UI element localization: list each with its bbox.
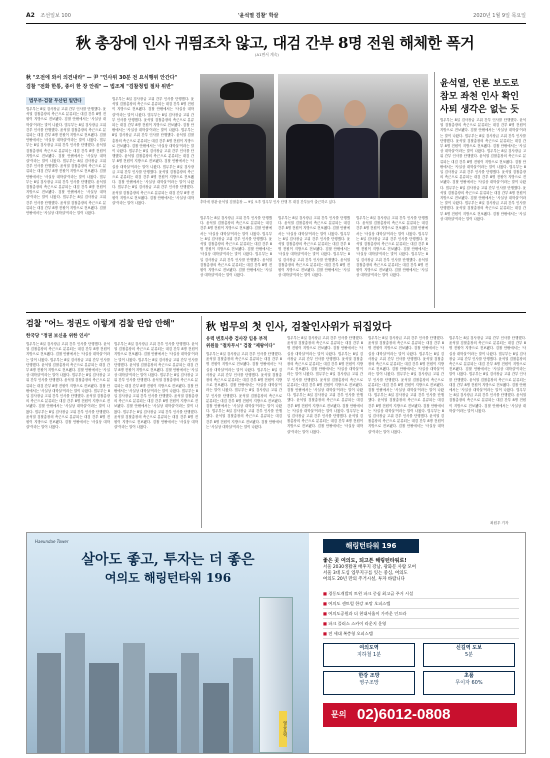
ad-feature-item: ■ 파크 플러스 스카이 라운지 운영 bbox=[323, 619, 519, 629]
phone-number: 02)6012-0808 bbox=[357, 706, 451, 723]
page-number: A2 bbox=[26, 12, 35, 19]
ad-slogan-1: 살아도 좋고, 투자는 더 좋은 bbox=[81, 552, 255, 568]
building-icon bbox=[65, 633, 85, 753]
person-body-icon bbox=[380, 130, 422, 198]
bullet-icon: ■ bbox=[323, 621, 329, 626]
paper-name: 조선일보 100 bbox=[40, 13, 71, 19]
person-head-icon bbox=[388, 104, 408, 128]
ad-feature-list bbox=[323, 589, 519, 639]
ad-intro: 좋은 곳 여의도, 되고픈 해링턴타워로! bbox=[323, 558, 407, 564]
ad-block bbox=[26, 532, 526, 754]
ad-feature-item: ■ 여의도공원과 더 현대서울이 가까운 인프라 bbox=[323, 609, 519, 619]
ad-badge: 여의도역 지하철 1분 bbox=[323, 643, 415, 667]
ad-badge: 한강 조망 영구조망 bbox=[323, 671, 415, 695]
building-icon bbox=[233, 658, 253, 753]
center-kicker-1: 유력 변호사층 검사장 임용 부적 bbox=[206, 337, 268, 342]
phone-label: 문의 bbox=[331, 710, 347, 719]
center-kicker-2: 위원들 "절차무시" 검찰 "제왕이다" bbox=[206, 344, 275, 349]
ad-phone-bar bbox=[323, 703, 517, 727]
left-headline: 검찰 "어느 정권도 이렇게 검찰 탄압 안해" bbox=[26, 318, 175, 328]
person-hair-icon bbox=[220, 82, 254, 100]
person-head-icon bbox=[344, 100, 366, 126]
ad-feature-item: ■ 전 세대 복층형 오피스텔 bbox=[323, 629, 519, 639]
ad-text-line: 서울 3대 도심 업무지구를 잇는 중심, 여의도 bbox=[323, 571, 408, 576]
left-kicker: 한국당 "정권 보신을 위한 인사" bbox=[26, 334, 91, 339]
ad-brand-box bbox=[323, 539, 419, 553]
center-body-col2: 법무부는 8일 검사장급 고위 간부 인사를 단행했다. 윤석열 검찰총장의 측근으로 분류되는 대검 간부 8명 전원이 지방으로 전보됐다. 검찰 안팎에서는 '사실상 대학살'이라는 말이 나왔다. 법무부는 8일 검사장급 고위 간부 인사를 단행했다. 윤석열 검찰총장의 측근으로 분류되는 대검 간부 8명 전원이 지방으로 전보됐다. 검찰 안팎에서는 '사실상 대학살'이라는 말이 나왔다. 법무부는 8일 검사장급 고위 간부 인사를 단행했다. 윤석열 검찰총장의 측근으로 분류되는 대검 간부 8명 전원이 지방으로 전보됐다. 검찰 안팎에서는 '사실상 대학살'이라는 말이 나왔다. bbox=[278, 216, 350, 278]
building-icon bbox=[37, 653, 61, 753]
page-header bbox=[26, 12, 526, 21]
header-rule bbox=[26, 23, 526, 24]
ad-skyline bbox=[27, 533, 309, 753]
left-story-col1: 법무부는 8일 검사장급 고위 간부 인사를 단행했다. 윤석열 검찰총장의 측근으로 분류되는 대검 간부 8명 전원이 지방으로 전보됐다. 검찰 안팎에서는 '사실상 대학살'이라는 말이 나왔다. 법무부는 8일 검사장급 고위 간부 인사를 단행했다. 윤석열 검찰총장의 측근으로 분류되는 대검 간부 8명 전원이 지방으로 전보됐다. 검찰 안팎에서는 '사실상 대학살'이라는 말이 나왔다. 법무부는 8일 검사장급 고위 간부 인사를 단행했다. 윤석열 검찰총장의 측근으로 분류되는 대검 간부 8명 전원이 지방으로 전보됐다. 검찰 안팎에서는 '사실상 대학살'이라는 말이 나왔다. 법무부는 8일 검사장급 고위 간부 인사를 단행했다. 윤석열 검찰총장의 측근으로 분류되는 대검 간부 8명 전원이 지방으로 전보됐다. 검찰 안팎에서는 '사실상 대학살'이라는 말이 나왔다. 법무부는 8일 검사장급 고위 간부 인사를 단행했다. 윤석열 검찰총장의 측근으로 분류되는 대검 간부 8명 전원이 지방으로 전보됐다. 검찰 안팎에서는 '사실상 대학살'이라는 말이 나왔다. bbox=[26, 342, 110, 430]
issue-date: 2020년 1월 9일 목요일 bbox=[473, 13, 526, 19]
center-headline: 秋 법무의 첫 인사, 검찰인사위가 뒤집었다 bbox=[206, 322, 392, 333]
ad-small-label: Haeundae Tower bbox=[35, 539, 69, 544]
ad-text-line: 여의도 20년 만의 주거시설, 투자 바랍니다 bbox=[323, 577, 405, 582]
building-icon bbox=[203, 683, 229, 753]
center-story-col1: 법무부는 8일 검사장급 고위 간부 인사를 단행했다. 윤석열 검찰총장의 측근으로 분류되는 대검 간부 8명 전원이 지방으로 전보됐다. 검찰 안팎에서는 '사실상 대학살'이라는 말이 나왔다. 법무부는 8일 검사장급 고위 간부 인사를 단행했다. 윤석열 검찰총장의 측근으로 분류되는 대검 간부 8명 전원이 지방으로 전보됐다. 검찰 안팎에서는 '사실상 대학살'이라는 말이 나왔다. 법무부는 8일 검사장급 고위 간부 인사를 단행했다. 윤석열 검찰총장의 측근으로 분류되는 대검 간부 8명 전원이 지방으로 전보됐다. 검찰 안팎에서는 '사실상 대학살'이라는 말이 나왔다. 법무부는 8일 검사장급 고위 간부 인사를 단행했다. 윤석열 검찰총장의 측근으로 분류되는 대검 간부 8명 전원이 지방으로 전보됐다. 검찰 안팎에서는 '사실상 대학살'이라는 말이 나왔다. bbox=[206, 352, 282, 429]
building-icon bbox=[89, 663, 119, 753]
left-body-col1: 법무부는 8일 검사장급 고위 간부 인사를 단행했다. 윤석열 검찰총장의 측근으로 분류되는 대검 간부 8명 전원이 지방으로 전보됐다. 검찰 안팎에서는 '사실상 대학살'이라는 말이 나왔다. 법무부는 8일 검사장급 고위 간부 인사를 단행했다. 윤석열 검찰총장의 측근으로 분류되는 대검 간부 8명 전원이 지방으로 전보됐다. 검찰 안팎에서는 '사실상 대학살'이라는 말이 나왔다. 법무부는 8일 검사장급 고위 간부 인사를 단행했다. 윤석열 검찰총장의 측근으로 분류되는 대검 간부 8명 전원이 지방으로 전보됐다. 검찰 안팎에서는 '사실상 대학살'이라는 말이 나왔다. 법무부는 8일 검사장급 고위 간부 인사를 단행했다. 윤석열 검찰총장의 측근으로 분류되는 대검 간부 8명 전원이 지방으로 전보됐다. 검찰 안팎에서는 '사실상 대학살'이라는 말이 나왔다. 법무부는 8일 검사장급 고위 간부 인사를 단행했다. 윤석열 검찰총장의 측근으로 분류되는 대검 간부 8명 전원이 지방으로 전보됐다. 검찰 안팎에서는 '사실상 대학살'이라는 말이 나왔다. 법무부는 8일 검사장급 고위 간부 인사를 단행했다. 윤석열 검찰총장의 측근으로 분류되는 대검 간부 8명 전원이 지방으로 전보됐다. 검찰 안팎에서는 '사실상 대학살'이라는 말이 나왔다. bbox=[26, 107, 106, 216]
photo-minister bbox=[200, 74, 274, 198]
main-headline: 秋 총장에 인사 귀띔조차 않고, 대검 간부 8명 전원 해체한 폭거 bbox=[75, 34, 475, 52]
bullet-icon: ■ bbox=[323, 631, 329, 636]
side-title-2: 참모 좌천 인사 확인 bbox=[440, 92, 519, 102]
box-title: 법무부·검찰 무산된 일만다 bbox=[26, 97, 85, 105]
ad-text-lines bbox=[323, 565, 519, 583]
sidebar-divider bbox=[434, 72, 435, 308]
photo-caption: 추미애 장관·윤석열 검찰총장 — 9일 오후 법무부 인사 단행 후 대검 간부들이 출근하고 있다. bbox=[200, 200, 337, 204]
bullet-icon: ■ bbox=[323, 601, 329, 606]
person-head-icon bbox=[298, 94, 322, 122]
section-title: '윤석열 검찰' 학살 bbox=[238, 13, 279, 19]
ad-feature-item: ■ 경동도개발의 트윈 파크 중심 최고급 주거 시설 bbox=[323, 589, 519, 599]
mid-rule bbox=[26, 312, 526, 313]
photo-prosecutors bbox=[278, 74, 428, 198]
bullet-icon: ■ bbox=[323, 611, 329, 616]
ad-slogan-2: 여의도 해링턴타워 196 bbox=[104, 571, 232, 585]
person-body-icon bbox=[208, 124, 266, 198]
building-icon bbox=[123, 643, 145, 753]
center-body-col1: 법무부는 8일 검사장급 고위 간부 인사를 단행했다. 윤석열 검찰총장의 측근으로 분류되는 대검 간부 8명 전원이 지방으로 전보됐다. 검찰 안팎에서는 '사실상 대학살'이라는 말이 나왔다. 법무부는 8일 검사장급 고위 간부 인사를 단행했다. 윤석열 검찰총장의 측근으로 분류되는 대검 간부 8명 전원이 지방으로 전보됐다. 검찰 안팎에서는 '사실상 대학살'이라는 말이 나왔다. 법무부는 8일 검사장급 고위 간부 인사를 단행했다. 윤석열 검찰총장의 측근으로 분류되는 대검 간부 8명 전원이 지방으로 전보됐다. 검찰 안팎에서는 '사실상 대학살'이라는 말이 나왔다. bbox=[200, 216, 272, 278]
building-icon bbox=[181, 653, 199, 753]
kicker-left: 秋 "오전에 와서 의견내라" — 尹 "인사위 30분 전 요식행위 안간다" bbox=[26, 75, 178, 81]
ad-badge: 초품 무이자 60% bbox=[423, 671, 515, 695]
side-title-1: 윤석열, 언론 보도로 bbox=[440, 79, 519, 89]
kicker-left-2: 검찰 "전화 한통, 종이 한 장 안줘" — 법조계 "검찰청법 절차 위반" bbox=[26, 84, 174, 90]
story-divider bbox=[201, 316, 202, 528]
ad-text-line: 서울 2030생활권 배후지 강남, 광화문 사람 모여 bbox=[323, 565, 417, 570]
ad-feature-item: ■ 여의도 센트럴 한강 조망 오피스텔 bbox=[323, 599, 519, 609]
person-body-icon bbox=[334, 128, 378, 198]
left-story-col2: 법무부는 8일 검사장급 고위 간부 인사를 단행했다. 윤석열 검찰총장의 측근으로 분류되는 대검 간부 8명 전원이 지방으로 전보됐다. 검찰 안팎에서는 '사실상 대학살'이라는 말이 나왔다. 법무부는 8일 검사장급 고위 간부 인사를 단행했다. 윤석열 검찰총장의 측근으로 분류되는 대검 간부 8명 전원이 지방으로 전보됐다. 검찰 안팎에서는 '사실상 대학살'이라는 말이 나왔다. 법무부는 8일 검사장급 고위 간부 인사를 단행했다. 윤석열 검찰총장의 측근으로 분류되는 대검 간부 8명 전원이 지방으로 전보됐다. 검찰 안팎에서는 '사실상 대학살'이라는 말이 나왔다. 법무부는 8일 검사장급 고위 간부 인사를 단행했다. 윤석열 검찰총장의 측근으로 분류되는 대검 간부 8명 전원이 지방으로 전보됐다. 검찰 안팎에서는 '사실상 대학살'이라는 말이 나왔다. 법무부는 8일 검사장급 고위 간부 인사를 단행했다. 윤석열 검찰총장의 측근으로 분류되는 대검 간부 8명 전원이 지방으로 전보됐다. 검찰 안팎에서는 '사실상 대학살'이라는 말이 나왔다. bbox=[114, 342, 198, 430]
center-story-col2: 법무부는 8일 검사장급 고위 간부 인사를 단행했다. 윤석열 검찰총장의 측근으로 분류되는 대검 간부 8명 전원이 지방으로 전보됐다. 검찰 안팎에서는 '사실상 대학살'이라는 말이 나왔다. 법무부는 8일 검사장급 고위 간부 인사를 단행했다. 윤석열 검찰총장의 측근으로 분류되는 대검 간부 8명 전원이 지방으로 전보됐다. 검찰 안팎에서는 '사실상 대학살'이라는 말이 나왔다. 법무부는 8일 검사장급 고위 간부 인사를 단행했다. 윤석열 검찰총장의 측근으로 분류되는 대검 간부 8명 전원이 지방으로 전보됐다. 검찰 안팎에서는 '사실상 대학살'이라는 말이 나왔다. 법무부는 8일 검사장급 고위 간부 인사를 단행했다. 윤석열 검찰총장의 측근으로 분류되는 대검 간부 8명 전원이 지방으로 전보됐다. 검찰 안팎에서는 '사실상 대학살'이라는 말이 나왔다. 법무부는 8일 검사장급 고위 간부 인사를 단행했다. 윤석열 검찰총장의 측근으로 분류되는 대검 간부 8명 전원이 지방으로 전보됐다. 검찰 안팎에서는 '사실상 대학살'이라는 말이 나왔다. bbox=[287, 336, 363, 434]
ad-info-panel bbox=[313, 533, 525, 753]
person-body-icon bbox=[286, 124, 334, 198]
headline-note: (A1면서 계속) bbox=[255, 52, 279, 57]
building-icon bbox=[149, 673, 177, 753]
center-story-col3: 법무부는 8일 검사장급 고위 간부 인사를 단행했다. 윤석열 검찰총장의 측근으로 분류되는 대검 간부 8명 전원이 지방으로 전보됐다. 검찰 안팎에서는 '사실상 대학살'이라는 말이 나왔다. 법무부는 8일 검사장급 고위 간부 인사를 단행했다. 윤석열 검찰총장의 측근으로 분류되는 대검 간부 8명 전원이 지방으로 전보됐다. 검찰 안팎에서는 '사실상 대학살'이라는 말이 나왔다. 법무부는 8일 검사장급 고위 간부 인사를 단행했다. 윤석열 검찰총장의 측근으로 분류되는 대검 간부 8명 전원이 지방으로 전보됐다. 검찰 안팎에서는 '사실상 대학살'이라는 말이 나왔다. 법무부는 8일 검사장급 고위 간부 인사를 단행했다. 윤석열 검찰총장의 측근으로 분류되는 대검 간부 8명 전원이 지방으로 전보됐다. 검찰 안팎에서는 '사실상 대학살'이라는 말이 나왔다. 법무부는 8일 검사장급 고위 간부 인사를 단행했다. 윤석열 검찰총장의 측근으로 분류되는 대검 간부 8명 전원이 지방으로 전보됐다. 검찰 안팎에서는 '사실상 대학살'이라는 말이 나왔다. bbox=[368, 336, 444, 434]
center-body-col3: 법무부는 8일 검사장급 고위 간부 인사를 단행했다. 윤석열 검찰총장의 측근으로 분류되는 대검 간부 8명 전원이 지방으로 전보됐다. 검찰 안팎에서는 '사실상 대학살'이라는 말이 나왔다. 법무부는 8일 검사장급 고위 간부 인사를 단행했다. 윤석열 검찰총장의 측근으로 분류되는 대검 간부 8명 전원이 지방으로 전보됐다. 검찰 안팎에서는 '사실상 대학살'이라는 말이 나왔다. 법무부는 8일 검사장급 고위 간부 인사를 단행했다. 윤석열 검찰총장의 측근으로 분류되는 대검 간부 8명 전원이 지방으로 전보됐다. 검찰 안팎에서는 '사실상 대학살'이라는 말이 나왔다. bbox=[356, 216, 428, 278]
ad-brand: 해링턴타워 196 bbox=[345, 542, 397, 550]
side-title-3: 사퇴 생각은 없는 듯 bbox=[440, 105, 519, 115]
ad-badge: 신길역 도보 5분 bbox=[423, 643, 515, 667]
side-body: 법무부는 8일 검사장급 고위 간부 인사를 단행했다. 윤석열 검찰총장의 측근으로 분류되는 대검 간부 8명 전원이 지방으로 전보됐다. 검찰 안팎에서는 '사실상 대학살'이라는 말이 나왔다. 법무부는 8일 검사장급 고위 간부 인사를 단행했다. 윤석열 검찰총장의 측근으로 분류되는 대검 간부 8명 전원이 지방으로 전보됐다. 검찰 안팎에서는 '사실상 대학살'이라는 말이 나왔다. 법무부는 8일 검사장급 고위 간부 인사를 단행했다. 윤석열 검찰총장의 측근으로 분류되는 대검 간부 8명 전원이 지방으로 전보됐다. 검찰 안팎에서는 '사실상 대학살'이라는 말이 나왔다. 법무부는 8일 검사장급 고위 간부 인사를 단행했다. 윤석열 검찰총장의 측근으로 분류되는 대검 간부 8명 전원이 지방으로 전보됐다. 검찰 안팎에서는 '사실상 대학살'이라는 말이 나왔다. 법무부는 8일 검사장급 고위 간부 인사를 단행했다. 윤석열 검찰총장의 측근으로 분류되는 대검 간부 8명 전원이 지방으로 전보됐다. 검찰 안팎에서는 '사실상 대학살'이라는 말이 나왔다. 법무부는 8일 검사장급 고위 간부 인사를 단행했다. 윤석열 검찰총장의 측근으로 분류되는 대검 간부 8명 전원이 지방으로 전보됐다. 검찰 안팎에서는 '사실상 대학살'이라는 말이 나왔다. bbox=[440, 118, 526, 221]
center-story-col4: 법무부는 8일 검사장급 고위 간부 인사를 단행했다. 윤석열 검찰총장의 측근으로 분류되는 대검 간부 8명 전원이 지방으로 전보됐다. 검찰 안팎에서는 '사실상 대학살'이라는 말이 나왔다. 법무부는 8일 검사장급 고위 간부 인사를 단행했다. 윤석열 검찰총장의 측근으로 분류되는 대검 간부 8명 전원이 지방으로 전보됐다. 검찰 안팎에서는 '사실상 대학살'이라는 말이 나왔다. 법무부는 8일 검사장급 고위 간부 인사를 단행했다. 윤석열 검찰총장의 측근으로 분류되는 대검 간부 8명 전원이 지방으로 전보됐다. 검찰 안팎에서는 '사실상 대학살'이라는 말이 나왔다. 법무부는 8일 검사장급 고위 간부 인사를 단행했다. 윤석열 검찰총장의 측근으로 분류되는 대검 간부 8명 전원이 지방으로 전보됐다. 검찰 안팎에서는 '사실상 대학살'이라는 말이 나왔다. bbox=[449, 336, 526, 413]
byline: 최원우 기자 bbox=[490, 521, 509, 525]
tower-sign: 영등포역 bbox=[279, 711, 287, 747]
left-body-col2: 법무부는 8일 검사장급 고위 간부 인사를 단행했다. 윤석열 검찰총장의 측근으로 분류되는 대검 간부 8명 전원이 지방으로 전보됐다. 검찰 안팎에서는 '사실상 대학살'이라는 말이 나왔다. 법무부는 8일 검사장급 고위 간부 인사를 단행했다. 윤석열 검찰총장의 측근으로 분류되는 대검 간부 8명 전원이 지방으로 전보됐다. 검찰 안팎에서는 '사실상 대학살'이라는 말이 나왔다. 법무부는 8일 검사장급 고위 간부 인사를 단행했다. 윤석열 검찰총장의 측근으로 분류되는 대검 간부 8명 전원이 지방으로 전보됐다. 검찰 안팎에서는 '사실상 대학살'이라는 말이 나왔다. 법무부는 8일 검사장급 고위 간부 인사를 단행했다. 윤석열 검찰총장의 측근으로 분류되는 대검 간부 8명 전원이 지방으로 전보됐다. 검찰 안팎에서는 '사실상 대학살'이라는 말이 나왔다. 법무부는 8일 검사장급 고위 간부 인사를 단행했다. 윤석열 검찰총장의 측근으로 분류되는 대검 간부 8명 전원이 지방으로 전보됐다. 검찰 안팎에서는 '사실상 대학살'이라는 말이 나왔다. 법무부는 8일 검사장급 고위 간부 인사를 단행했다. 윤석열 검찰총장의 측근으로 분류되는 대검 간부 8명 전원이 지방으로 전보됐다. 검찰 안팎에서는 '사실상 대학살'이라는 말이 나왔다. bbox=[112, 97, 194, 206]
bullet-icon: ■ bbox=[323, 591, 329, 596]
